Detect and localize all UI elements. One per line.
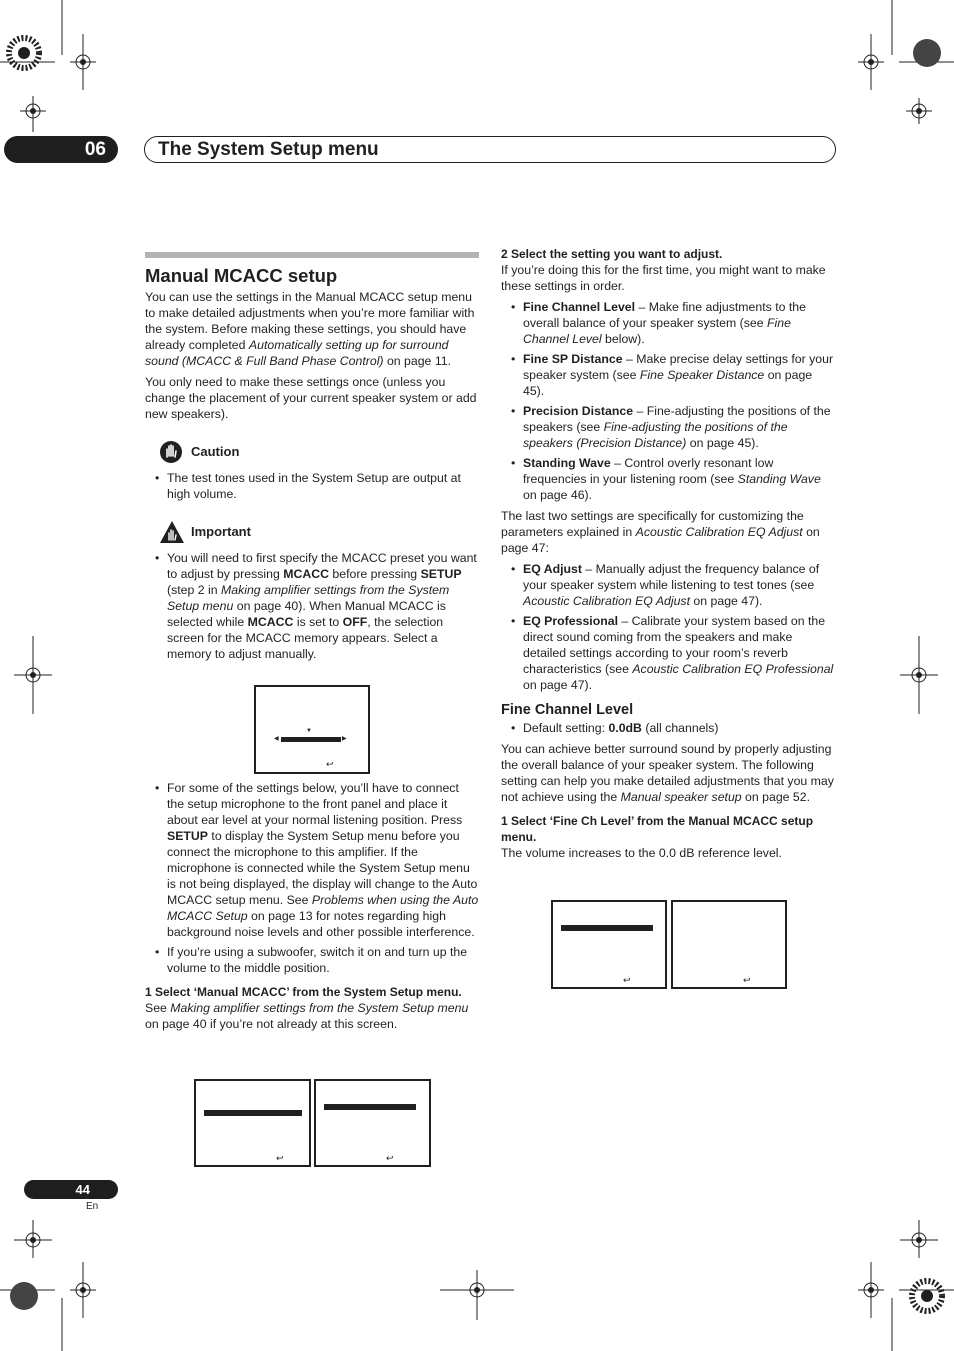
display-screen-fine-ch-level <box>671 900 787 989</box>
fcl-step-1-text: The volume increases to the 0.0 dB reference level. <box>501 846 782 860</box>
section-bar <box>145 252 479 258</box>
step-1-text: See Making amplifier settings from the System Setup menu on page 40 if you’re not already at this screen. <box>145 1001 469 1031</box>
intro-paragraph-2: You only need to make these settings once (unless you change the placement of your current speaker system or add new speakers). <box>145 375 477 421</box>
important-warning-icon <box>159 520 185 544</box>
left-column-continued <box>145 780 479 1037</box>
right-column <box>501 244 835 866</box>
arrow-left-icon: ◀ <box>274 736 279 742</box>
fcl-paragraph: You can achieve better surround sound by properly adjusting the overall balance of your speaker system. The following setting can help you make detailed adjustments that you may not achieve using the Manual speaker setup on page 52. <box>501 742 834 804</box>
return-icon: ↩ <box>623 975 631 985</box>
last-two-paragraph: The last two settings are specifically for customizing the parameters explained in Acoustic Calibration EQ Adjust on page 47: <box>501 509 820 555</box>
setting-fine-sp-distance: • Fine SP Distance – Make precise delay settings for your speaker system (see Fine Speaker Distance on page 45). <box>501 351 835 399</box>
highlight-bar <box>204 1110 302 1116</box>
highlight-bar <box>561 925 653 931</box>
return-icon: ↩ <box>386 1153 394 1163</box>
display-screen-manual-mcacc-2 <box>551 900 667 989</box>
chapter-number: 06 <box>4 136 118 163</box>
caution-heading: Caution <box>159 440 479 464</box>
section-title: Manual MCACC setup <box>145 265 338 286</box>
display-screen-memory <box>254 685 370 774</box>
return-icon: ↩ <box>326 759 334 769</box>
arrow-down-icon: ▼ <box>306 728 312 734</box>
setting-fine-channel-level: • Fine Channel Level – Make fine adjustments to the overall balance of your speaker system (see Fine Channel Level below). <box>501 299 835 347</box>
step-1-title: 1 Select ‘Manual MCACC’ from the System Setup menu. <box>145 985 462 999</box>
display-screen-manual-mcacc <box>314 1079 431 1167</box>
important-heading: Important <box>159 520 479 544</box>
arrow-right-icon: ▶ <box>342 736 347 742</box>
return-icon: ↩ <box>743 975 751 985</box>
page-language: En <box>86 1201 99 1212</box>
step-2-text: If you’re doing this for the first time, you might want to make these settings in order. <box>501 263 826 293</box>
setting-eq-adjust: • EQ Adjust – Manually adjust the frequency balance of your speaker system while listening to test tones (see Acoustic Calibration EQ Adjust on page 47). <box>501 561 835 609</box>
important-item-3: • If you’re using a subwoofer, switch it on and turn up the volume to the middle position. <box>145 944 479 976</box>
left-column <box>145 252 479 667</box>
fcl-step-1-title: 1 Select ‘Fine Ch Level’ from the Manual MCACC setup menu. <box>501 814 814 844</box>
important-item-1: • You will need to first specify the MCACC preset you want to adjust by pressing MCACC before pressing SETUP (step 2 in Making amplifier settings from the System Setup menu on page 40). When Manual MCACC is selected while MCACC is set to OFF, the selection screen for the MCACC memory appears. Select a memory to adjust manually. <box>145 550 479 662</box>
fcl-default-setting: • Default setting: 0.0dB (all channels) <box>501 720 835 736</box>
intro-paragraph: You can use the settings in the Manual MCACC setup menu to make detailed adjustments when you’re more familiar with the system. Before making these settings, you should have already completed Automatically setting up for surround sound (MCACC & Full Band Phase Control) on page 11. <box>145 290 475 368</box>
return-icon: ↩ <box>276 1153 284 1163</box>
fine-channel-level-title: Fine Channel Level <box>501 702 634 718</box>
important-item-2: • For some of the settings below, you’ll have to connect the setup microphone to the front panel and place it about ear level at your normal listening position. Press SETUP to display the System Setup menu before you connect the microphone to this amplifier. If the microphone is connected while the System Setup menu is not being displayed, the display will change to the Auto MCACC setup menu. See Problems when using the Auto MCACC Setup on page 13 for notes regarding high background noise levels and other possible interference. <box>145 780 479 940</box>
page-number: 44 <box>24 1180 118 1199</box>
highlight-bar <box>281 737 341 742</box>
highlight-bar <box>324 1104 416 1110</box>
chapter-title: The System Setup menu <box>144 136 836 163</box>
display-screen-system-setup <box>194 1079 311 1167</box>
caution-hand-icon <box>159 440 185 464</box>
setting-eq-professional: • EQ Professional – Calibrate your system based on the direct sound coming from the speakers and make detailed settings according to your room’s reverb characteristics (see Acoustic Calibration EQ Professional on page 47). <box>501 613 835 693</box>
setting-precision-distance: • Precision Distance – Fine-adjusting the positions of the speakers (see Fine-adjusting the positions of the speakers (Precision Distance) on page 45). <box>501 403 835 451</box>
setting-standing-wave: • Standing Wave – Control overly resonant low frequencies in your listening room (see Standing Wave on page 46). <box>501 455 835 503</box>
caution-item: • The test tones used in the System Setup are output at high volume. <box>145 470 479 502</box>
step-2-title: 2 Select the setting you want to adjust. <box>501 247 723 261</box>
